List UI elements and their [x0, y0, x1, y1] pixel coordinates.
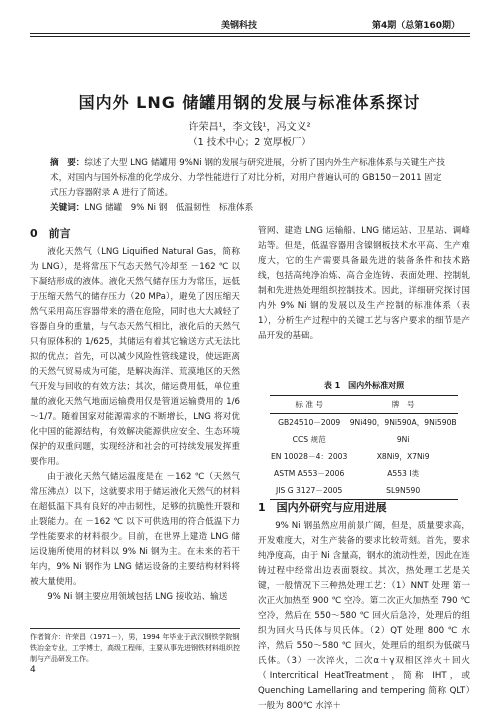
section-heading-research: 1 国内外研究与应用进展 [258, 501, 387, 514]
section-heading-intro: 0 前言 [30, 227, 71, 240]
standards-table [270, 380, 458, 500]
table-header: 标 准 号 [270, 396, 348, 414]
table-cell: EN 10028－4：2003 [270, 452, 348, 461]
journal-name: 美钢科技 [221, 21, 258, 31]
header-rule [30, 33, 470, 34]
abstract-label: 摘 要： [50, 158, 85, 168]
table-cell: CCS 规范 [292, 435, 326, 444]
table-row [270, 448, 458, 465]
table-cell: 9Ni490，9Ni590A，9Ni590B [349, 418, 457, 427]
table-row [270, 414, 458, 432]
table-row [270, 482, 458, 500]
table-cell: ASTM A553－2006 [274, 469, 345, 478]
intro-paragraph-2: 由于液化天然气储运温度是在 －162 ℃（天然气常压沸点）以下，这就要求用于储运液化天然气的材料在超低温下具有良好的冲击韧性，足够的抗脆性开裂和止裂能力。在 －162 ℃ 以下可供选用的符合低温下力学性能要求的材料很少。目前，在世界上建造 LNG 储运设施所使用的材料以 9% Ni 钢为主。在未来的若干年内，9% Ni 钢作为 LNG 储运设备的主要结构材料将被大量使用。 [30, 472, 240, 587]
right-column-upper [258, 224, 470, 344]
research-paragraph-1: 9% Ni 钢虽然应用前景广阔，但是，质量要求高，开发难度大，对生产装备的要求比较苛刻。首先，要求纯净度高，由于 Ni 含量高，钢水的流动性差，因此在连铸过程中经常出边表面裂纹。其次，热处理工艺是关键，一般情况下三种热处理工艺：（1）NNT 处理 第一次正火加热至 900 ℃ 空冷。第二次正火加热至 790 ℃ 空冷，然后在 550～580 ℃ 回火后急冷，处理后的组织为回火马氏体与贝氏体。（2）QT 处理 800 ℃ 水淬，然后 550～580 ℃ 回火，处理后的组织为低碳马氏体。（3）一次淬火，二次α＋γ双相区淬火＋回火（Intercritical HeatTreatment，简称 IHT，或 Quenching Lamellaring and tempering 简称 QLT）一般为 800℃ 水淬＋ [258, 521, 470, 711]
table-row [270, 465, 458, 482]
paper-title: 国内外 LNG 储罐用钢的发展与标准体系探讨 [78, 93, 421, 112]
table-cell: A553 Ⅰ类 [387, 469, 420, 478]
table-cell: GB24510－2009 [278, 418, 341, 427]
table-cell: SL9N590 [348, 482, 458, 500]
page-number: 4 [30, 665, 36, 675]
keywords-label: 关键词： [50, 203, 85, 213]
abstract [50, 156, 450, 216]
affiliations: （1 技术中心；2 宽厚板厂） [188, 137, 311, 148]
table-header: 牌 号 [348, 396, 458, 414]
abstract-text: 综述了大型 LNG 储罐用 9%Ni 钢的发展与研究进展，分析了国内外生产标准体系与关键生产技术，对国内与国外标准的化学成分、力学性能进行了对比分析，对用户普遍认可的 GB150－2011 固定式压力容器附录 A 进行了简述。 [50, 158, 446, 198]
table-cell: 9Ni [396, 435, 410, 444]
intro-paragraph-3: 9% Ni 钢主要应用领域包括 LNG 接收站、输送 [47, 592, 228, 602]
header-rule-thin [30, 36, 470, 37]
keywords: LNG 储罐 9% Ni 钢 低温韧性 标准体系 [84, 203, 254, 213]
authors: 许荣昌¹，李文钱¹，冯文义² [188, 122, 311, 133]
intro-paragraph-1: 液化天然气（LNG Liquified Natural Gas，简称为 LNG），是将常压下气态天然气冷却至 －162 ℃ 以下凝结形成的液体。液化天然气储存压力为常压，远低于压缩天然气的储存压力（20 MPa），避免了因压缩天然气采用高压容器带来的潜在危险，同时也大大减轻了容器自身的重量，与气态天然气相比，液化后的天然气只有原体积的 1/625，其储运有着其它输送方式无法比拟的优点；首先，可以减少风险性管线建设，使远距离的天然气贸易成为可能，是解决海洋、荒漠地区的天然气开发与回收的有效方法；其次，储运费用低，单位重量的液化天然气地面运输费用仅是管道运输费用的 1/6～1/7。随着国家对能源需求的不断增长，LNG 将对优化中国的能源结构，有效解决能源供应安全、生态环境保护的双重问题，实现经济和社会的可持续发展发挥重要作用。 [30, 247, 240, 467]
table-caption: 表 1 国内外标准对照 [323, 381, 405, 390]
table-cell: JIS G 3127－2005 [270, 482, 348, 500]
intro-paragraph-3-cont: 管网、建造 LNG 运输船、LNG 储运站、卫星站、调峰站等。但是，低温容器用含镍钢板技术水平高、生产难度大，它的生产需要具备最先进的装备条件和技术路线，包括高纯净冶炼、高合金连铸、表面处理、控制轧制和先进热处理组织控制技术。因此，详细研究探讨国内外 9% Ni 钢的发展以及生产控制的标准体系（表 1），分析生产过程中的关键工艺与客户要求的细节是产品开发的基础。 [258, 226, 470, 341]
table-row [270, 431, 458, 448]
issue-number: 第4期（总第160期） [372, 21, 461, 31]
author-footnote: 作者简介：许荣昌（1971－），男，1994 年毕业于武汉钢铁学院钢铁冶金专业，工学博士，高级工程师，主要从事先进钢铁材料组织控制与产品研发工作。 [30, 628, 240, 665]
table-cell: X8Ni9，X7Ni9 [376, 452, 430, 461]
right-column-lower [258, 500, 470, 714]
left-column [30, 226, 240, 605]
